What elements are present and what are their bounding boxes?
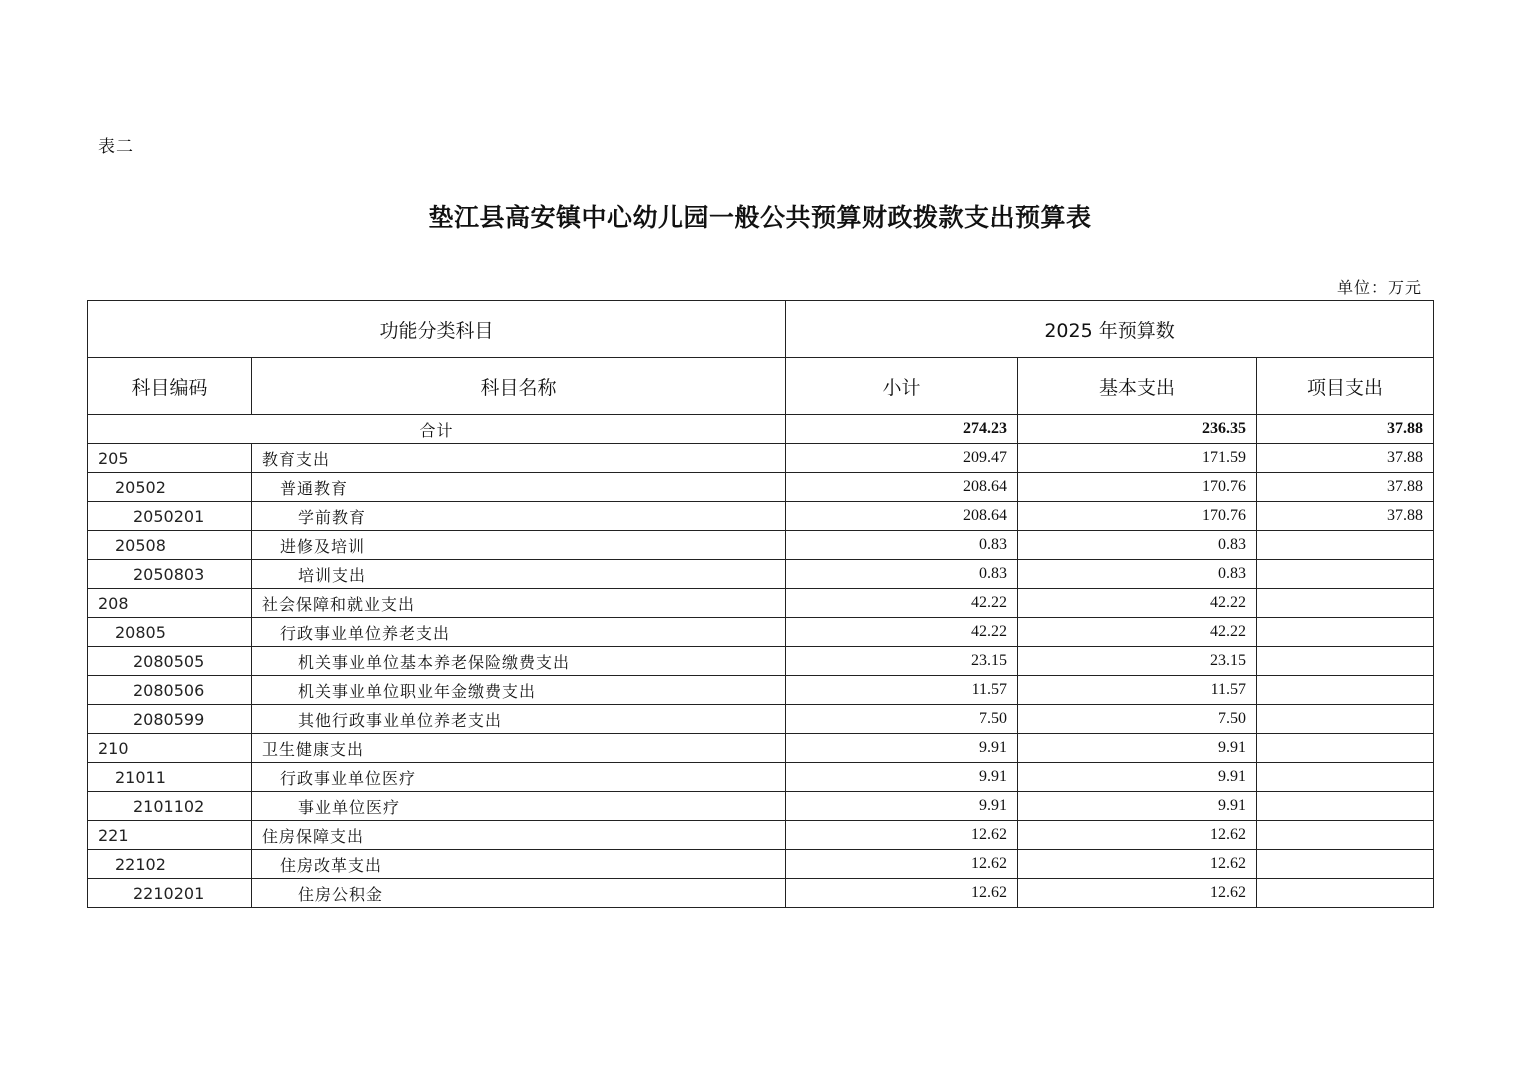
project-expenditure-cell bbox=[1257, 792, 1434, 821]
document-title: 垫江县高安镇中心幼儿园一般公共预算财政拨款支出预算表 bbox=[428, 203, 1092, 232]
table-row bbox=[88, 589, 1434, 618]
subtotal-cell: 42.22 bbox=[786, 618, 1018, 647]
subject-name-cell: 进修及培训 bbox=[252, 531, 786, 560]
subtotal-cell: 9.91 bbox=[786, 792, 1018, 821]
subject-name-cell: 住房公积金 bbox=[252, 879, 786, 908]
table-row bbox=[88, 792, 1434, 821]
subject-name-cell: 卫生健康支出 bbox=[252, 734, 786, 763]
subtotal-cell: 11.57 bbox=[786, 676, 1018, 705]
subtotal-cell: 208.64 bbox=[786, 473, 1018, 502]
subject-code-cell: 21011 bbox=[88, 763, 252, 792]
table-row bbox=[88, 879, 1434, 908]
unit-label: 单位：万元 bbox=[1336, 278, 1422, 297]
subject-code-cell: 2080599 bbox=[88, 705, 252, 734]
subject-code-cell: 22102 bbox=[88, 850, 252, 879]
basic-expenditure-cell: 9.91 bbox=[1018, 734, 1257, 763]
subject-name-cell: 住房改革支出 bbox=[252, 850, 786, 879]
subtotal-cell: 12.62 bbox=[786, 821, 1018, 850]
total-basic: 236.35 bbox=[1018, 415, 1257, 444]
table-row bbox=[88, 705, 1434, 734]
table-row bbox=[88, 502, 1434, 531]
subject-name-cell: 行政事业单位医疗 bbox=[252, 763, 786, 792]
project-expenditure-cell bbox=[1257, 531, 1434, 560]
subtotal-cell: 12.62 bbox=[786, 850, 1018, 879]
subtotal-cell: 0.83 bbox=[786, 560, 1018, 589]
subject-name-cell: 事业单位医疗 bbox=[252, 792, 786, 821]
basic-expenditure-cell: 12.62 bbox=[1018, 850, 1257, 879]
subject-code-cell: 208 bbox=[88, 589, 252, 618]
header-project-expenditure: 项目支出 bbox=[1257, 358, 1434, 415]
table-row bbox=[88, 821, 1434, 850]
header-budget-year: 2025 年预算数 bbox=[786, 301, 1434, 358]
basic-expenditure-cell: 7.50 bbox=[1018, 705, 1257, 734]
project-expenditure-cell bbox=[1257, 618, 1434, 647]
basic-expenditure-cell: 12.62 bbox=[1018, 821, 1257, 850]
table-row bbox=[88, 676, 1434, 705]
subtotal-cell: 0.83 bbox=[786, 531, 1018, 560]
header-subtotal: 小计 bbox=[786, 358, 1018, 415]
subject-code-cell: 2050803 bbox=[88, 560, 252, 589]
basic-expenditure-cell: 9.91 bbox=[1018, 763, 1257, 792]
subject-name-cell: 机关事业单位职业年金缴费支出 bbox=[252, 676, 786, 705]
project-expenditure-cell bbox=[1257, 734, 1434, 763]
subtotal-cell: 9.91 bbox=[786, 763, 1018, 792]
total-subtotal: 274.23 bbox=[786, 415, 1018, 444]
subject-code-cell: 20805 bbox=[88, 618, 252, 647]
project-expenditure-cell: 37.88 bbox=[1257, 444, 1434, 473]
basic-expenditure-cell: 0.83 bbox=[1018, 531, 1257, 560]
subject-code-cell: 221 bbox=[88, 821, 252, 850]
subtotal-cell: 42.22 bbox=[786, 589, 1018, 618]
project-expenditure-cell bbox=[1257, 589, 1434, 618]
subtotal-cell: 9.91 bbox=[786, 734, 1018, 763]
basic-expenditure-cell: 11.57 bbox=[1018, 676, 1257, 705]
header-functional-classification: 功能分类科目 bbox=[88, 301, 786, 358]
subject-code-cell: 2101102 bbox=[88, 792, 252, 821]
basic-expenditure-cell: 170.76 bbox=[1018, 473, 1257, 502]
project-expenditure-cell bbox=[1257, 647, 1434, 676]
subject-name-cell: 社会保障和就业支出 bbox=[252, 589, 786, 618]
total-label: 合计 bbox=[88, 415, 786, 444]
table-row bbox=[88, 560, 1434, 589]
subtotal-cell: 208.64 bbox=[786, 502, 1018, 531]
project-expenditure-cell bbox=[1257, 560, 1434, 589]
table-row bbox=[88, 647, 1434, 676]
project-expenditure-cell bbox=[1257, 676, 1434, 705]
table-number-label: 表二 bbox=[98, 137, 134, 157]
header-subject-name: 科目名称 bbox=[252, 358, 786, 415]
table-row bbox=[88, 763, 1434, 792]
subject-code-cell: 205 bbox=[88, 444, 252, 473]
basic-expenditure-cell: 9.91 bbox=[1018, 792, 1257, 821]
subject-code-cell: 20502 bbox=[88, 473, 252, 502]
subject-name-cell: 普通教育 bbox=[252, 473, 786, 502]
header-column-row bbox=[88, 358, 1434, 415]
table-body bbox=[88, 415, 1434, 908]
subtotal-cell: 12.62 bbox=[786, 879, 1018, 908]
subtotal-cell: 7.50 bbox=[786, 705, 1018, 734]
table-row bbox=[88, 850, 1434, 879]
table-row bbox=[88, 531, 1434, 560]
table-row bbox=[88, 618, 1434, 647]
table-row bbox=[88, 444, 1434, 473]
subject-code-cell: 2210201 bbox=[88, 879, 252, 908]
basic-expenditure-cell: 0.83 bbox=[1018, 560, 1257, 589]
project-expenditure-cell bbox=[1257, 850, 1434, 879]
subject-code-cell: 2050201 bbox=[88, 502, 252, 531]
header-subject-code: 科目编码 bbox=[88, 358, 252, 415]
subject-name-cell: 其他行政事业单位养老支出 bbox=[252, 705, 786, 734]
project-expenditure-cell: 37.88 bbox=[1257, 473, 1434, 502]
subject-name-cell: 机关事业单位基本养老保险缴费支出 bbox=[252, 647, 786, 676]
subtotal-cell: 23.15 bbox=[786, 647, 1018, 676]
subject-code-cell: 2080505 bbox=[88, 647, 252, 676]
subject-name-cell: 住房保障支出 bbox=[252, 821, 786, 850]
basic-expenditure-cell: 42.22 bbox=[1018, 618, 1257, 647]
subject-code-cell: 210 bbox=[88, 734, 252, 763]
project-expenditure-cell bbox=[1257, 821, 1434, 850]
basic-expenditure-cell: 12.62 bbox=[1018, 879, 1257, 908]
project-expenditure-cell: 37.88 bbox=[1257, 502, 1434, 531]
subject-name-cell: 学前教育 bbox=[252, 502, 786, 531]
budget-table bbox=[87, 300, 1434, 908]
basic-expenditure-cell: 171.59 bbox=[1018, 444, 1257, 473]
header-basic-expenditure: 基本支出 bbox=[1018, 358, 1257, 415]
subject-code-cell: 2080506 bbox=[88, 676, 252, 705]
total-row bbox=[88, 415, 1434, 444]
project-expenditure-cell bbox=[1257, 705, 1434, 734]
subject-name-cell: 行政事业单位养老支出 bbox=[252, 618, 786, 647]
table-row bbox=[88, 473, 1434, 502]
project-expenditure-cell bbox=[1257, 879, 1434, 908]
subtotal-cell: 209.47 bbox=[786, 444, 1018, 473]
subject-name-cell: 教育支出 bbox=[252, 444, 786, 473]
project-expenditure-cell bbox=[1257, 763, 1434, 792]
subject-code-cell: 20508 bbox=[88, 531, 252, 560]
basic-expenditure-cell: 170.76 bbox=[1018, 502, 1257, 531]
basic-expenditure-cell: 42.22 bbox=[1018, 589, 1257, 618]
header-group-row bbox=[88, 301, 1434, 358]
basic-expenditure-cell: 23.15 bbox=[1018, 647, 1257, 676]
total-project: 37.88 bbox=[1257, 415, 1434, 444]
table-row bbox=[88, 734, 1434, 763]
subject-name-cell: 培训支出 bbox=[252, 560, 786, 589]
